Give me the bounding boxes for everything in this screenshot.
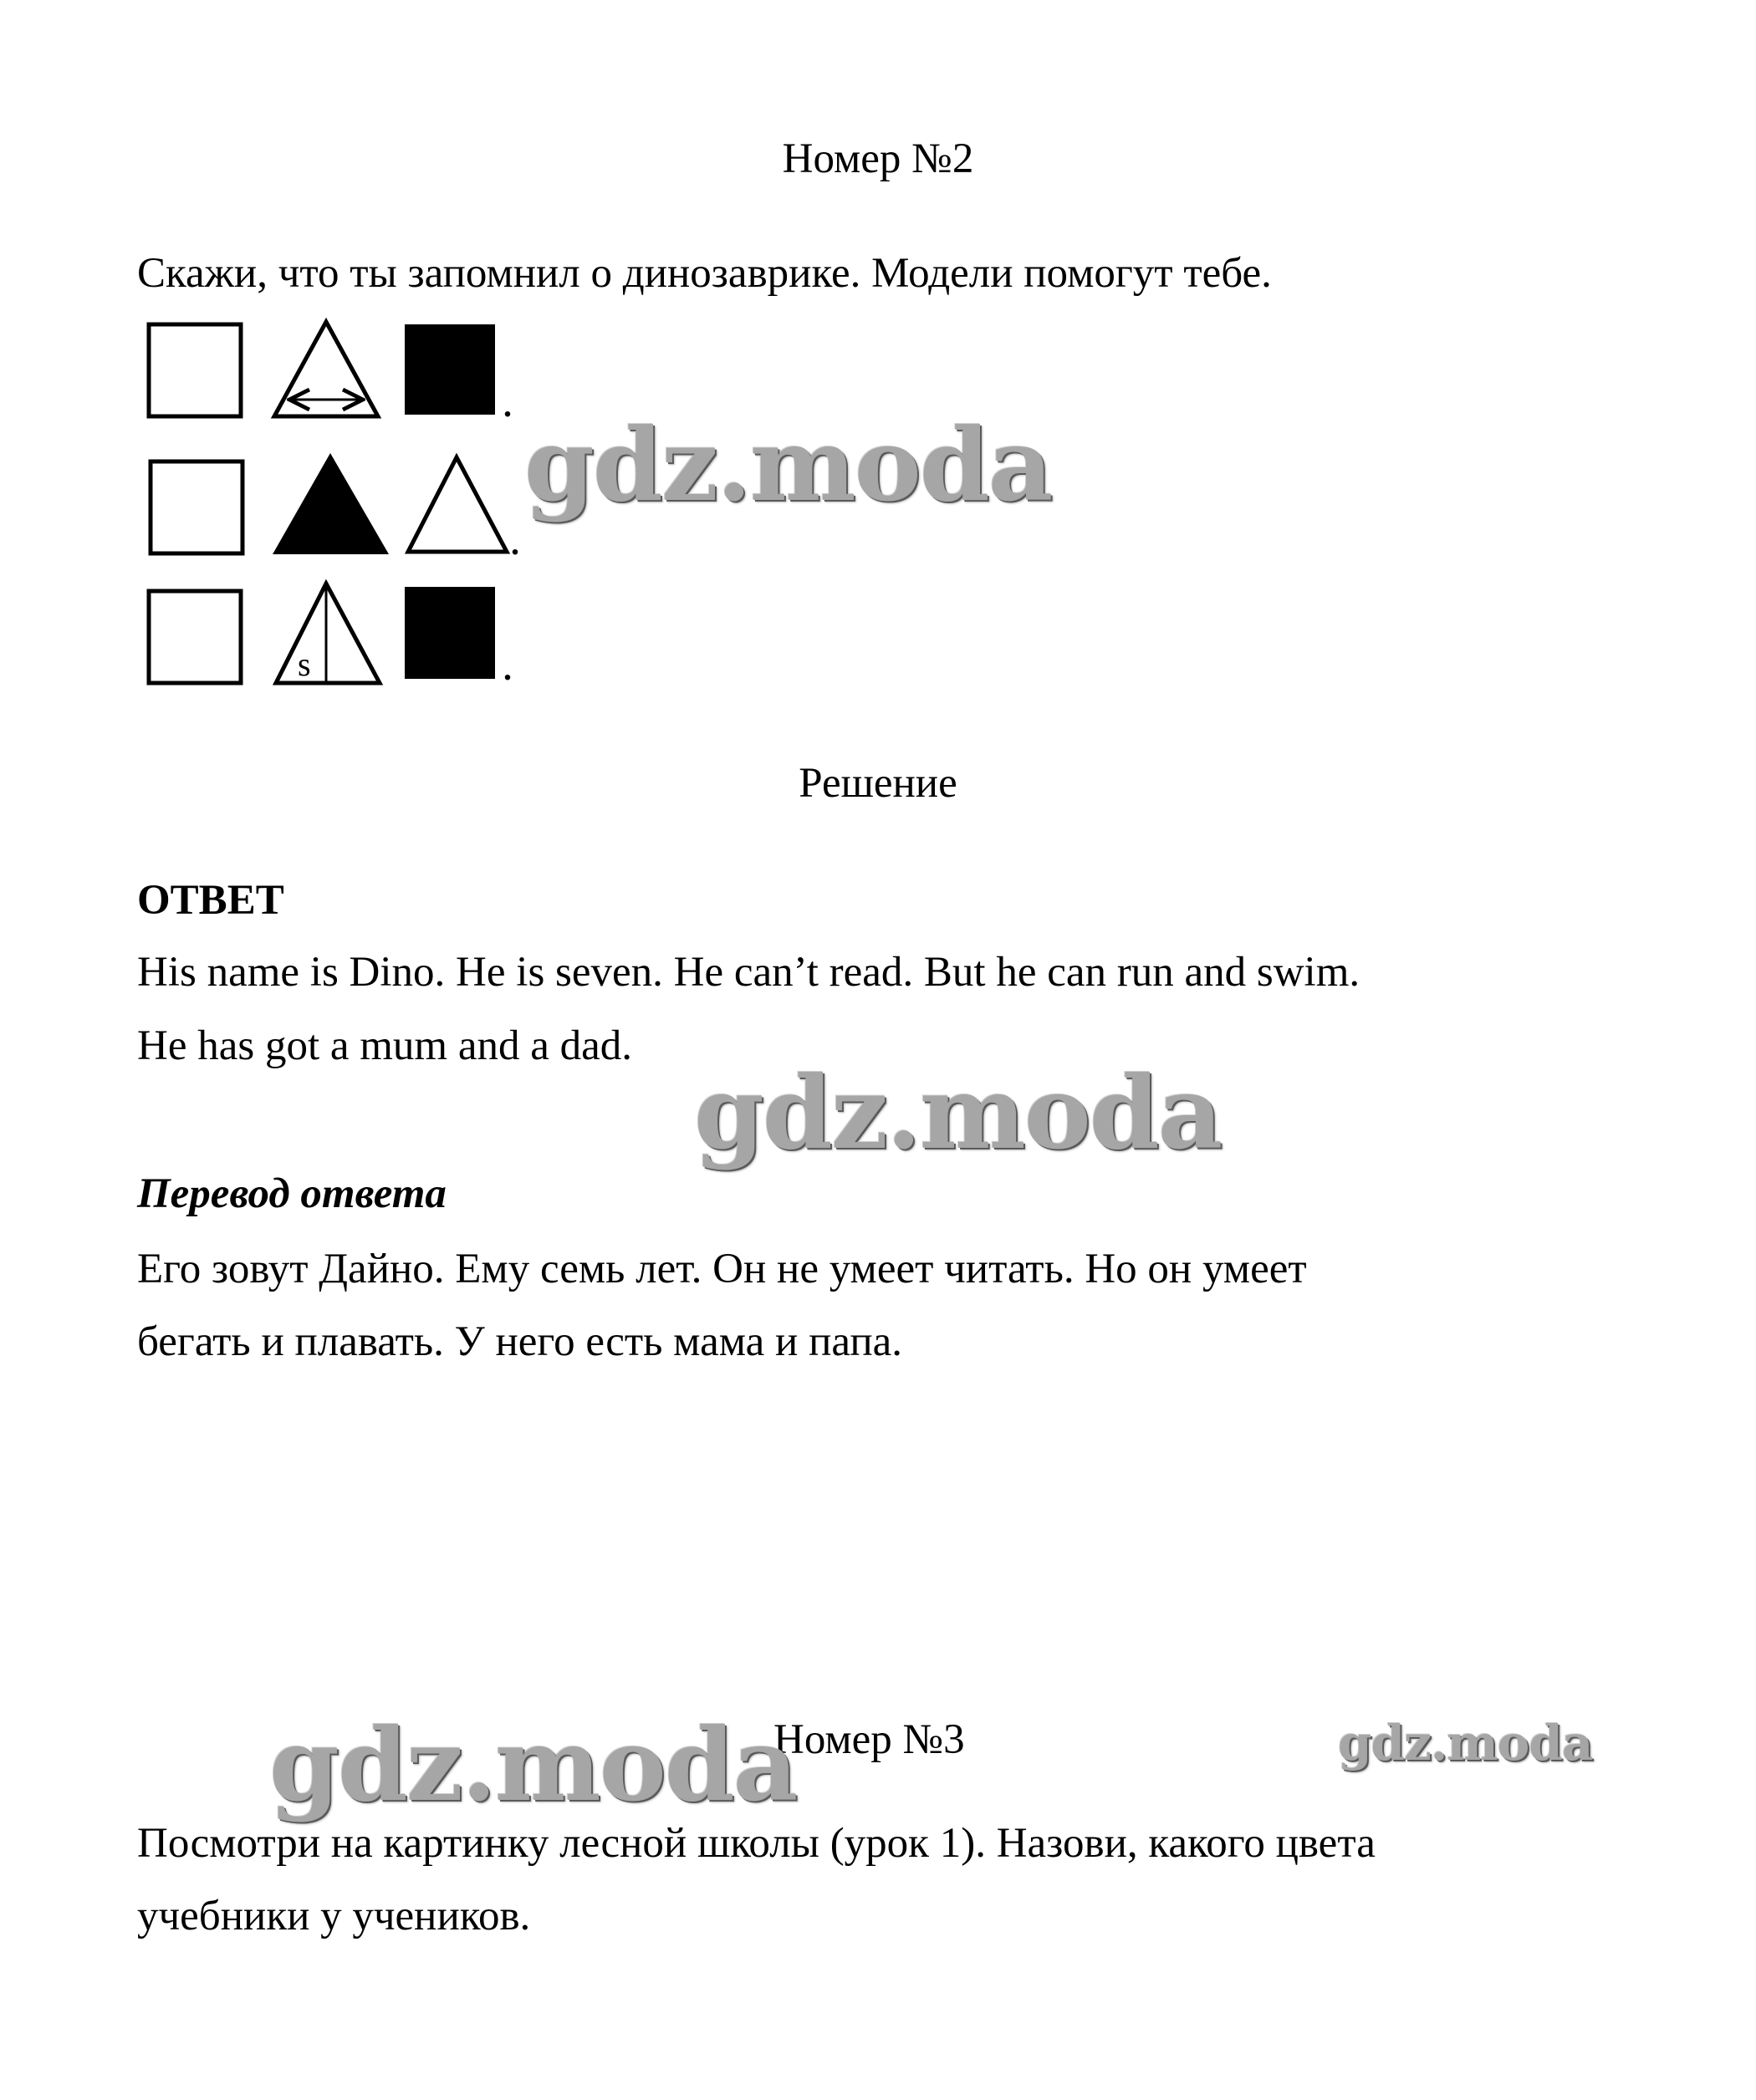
row3-period: .: [503, 650, 512, 687]
solution-heading: Решение: [799, 760, 957, 807]
filled-square-icon: [405, 587, 495, 679]
watermark-logo-2: gdz.moda: [694, 1054, 1222, 1172]
task3-instruction-line-1: Посмотри на картинку лесной школы (урок 1). Назови, какого цвета: [137, 1820, 1376, 1867]
translation-line-1: Его зовут Дайно. Ему семь лет. Он не умеет читать. Но он умеет: [137, 1246, 1307, 1292]
row2-period: .: [511, 524, 519, 562]
model-diagram: [140, 318, 575, 702]
model-row-2: [151, 453, 519, 562]
model-shapes-svg: [140, 318, 575, 702]
triangle-with-s-icon: [276, 584, 380, 683]
row1-period: .: [503, 386, 512, 424]
translation-line-2: бегать и плавать. У него есть мама и папа.: [137, 1318, 903, 1365]
watermark-logo-1: gdz.moda: [524, 406, 1052, 524]
triangle-with-arrow-icon: [274, 322, 378, 416]
watermark-logo-3: gdz.moda: [269, 1706, 797, 1824]
answer-label: ОТВЕТ: [137, 877, 284, 924]
task3-instruction-line-2: учебники у учеников.: [137, 1893, 531, 1939]
translation-label: Перевод ответа: [137, 1170, 447, 1217]
answer-line-1: His name is Dino. He is seven. He can’t read. But he can run and swim.: [137, 949, 1360, 996]
filled-square-icon: [405, 324, 495, 415]
task3-heading: Номер №3: [773, 1716, 965, 1763]
model-row-1: [149, 322, 512, 424]
answer-line-2: He has got a mum and a dad.: [137, 1022, 633, 1069]
filled-triangle-icon: [273, 453, 389, 554]
open-square-icon: [149, 324, 241, 416]
watermark-logo-4: gdz.moda: [1338, 1715, 1593, 1771]
model-row-3: [149, 584, 512, 687]
open-square-icon: [151, 461, 242, 553]
open-square-icon: [149, 591, 241, 683]
task2-heading: Номер №2: [782, 135, 974, 182]
open-triangle-icon: [408, 457, 507, 552]
triangle-letter: s: [298, 645, 311, 683]
task2-instruction: Скажи, что ты запомнил о динозаврике. Модели помогут тебе.: [137, 250, 1272, 297]
